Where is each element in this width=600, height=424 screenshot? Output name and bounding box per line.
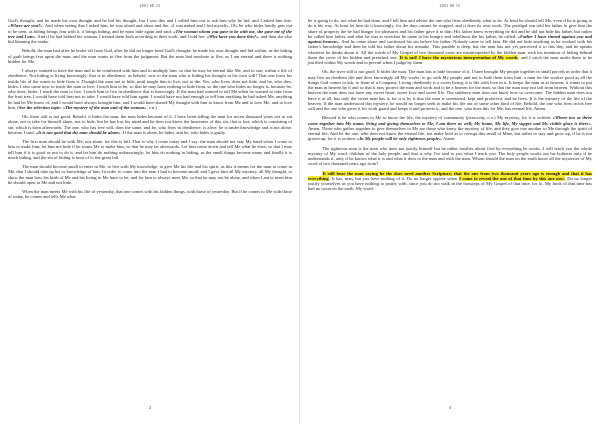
page-number: 2	[148, 405, 152, 410]
paragraph: The righteous man is the man who does not justify himself but he rather testifies about God by everything he works. I will teach you the whole mystery of My word, children of the holy people, and that is why I've said to you what I teach you. The holy people works out his holiness only if he understands it, only if he knows what it is and what it does to the man and with the man. Whom should the man on the earth know all the mysteries of My word of two thousand years ago from?	[308, 145, 592, 167]
page-header: 2001 SE 15	[439, 4, 461, 8]
paragraph: Oh, there still is not good. Behold, it hides the man, the man hides because of it. I have been telling the man for seven thousand years not to eat alone, not to take for himself alone, not to hide, but he has lost his mind and he does not know the heaviness of this sin, that is lost, which is consisting of sin, which is born afterwards. The one, who has free will, does the same, and he, who lives in obedience, is alive; he is under knowledge and is not alone, because I said: «It is not good that the man should be alone». If the man is alone, he hides, and he, who hides is guilty.	[8, 114, 292, 135]
page-body	[8, 18, 292, 200]
page-body	[308, 18, 592, 192]
highlighted-text: It is sad! I have the mysterious interpretation of My words	[399, 54, 518, 60]
paragraph: I always wanted to have the man and to be comforted with him and to multiply him, so that he may be eternal like Me, and to stay within a life of obedience. Not hiding is living knowingly; that is in obedience, as behold, woe to the man who is hiding his thought in his own will! That one loses his inside life of the wants to hide from it. Thought the man not to hide, until taught him to live, not to die. Yes, who lives, does not hide, and he, who dies, hides. I also came now to teach the man to live; I teach him to be, so that he may have nothing to hide from, so the one who hides no longer is, because he, who does, hides. I teach the man to live. I teach him to live in obedience that is knowingly. If the man had wanted to tell Me when he wanted to take from the fruit tree, I would have told him not to take; I would have told him again. I would have not had enough to tell him anything he had asked Me, anything he had let Me know of, and I would have always brought him, and I would have shared My thought with him to know from Me and to love Me, and to love him. (See the selection topic: «The mystery of the man and of the woman», e.n.)	[8, 68, 292, 110]
paragraph: The first man should be with Me, not alone, for this is full. That is why I come today and I say: the man should not stay My hand when I come to him to make him; let him not hide if he wants Me to make him, so that he may be afterwards. Let him come down and tell Me what he does, so that I may tell him if it is good or not to do it, and let him do nothing unknowingly; let him do nothing in hiding, as the small things become many and finally it is much hiding, and the sin of hiding is born of it; the great fall.	[8, 139, 292, 160]
paragraph: The man should become small to enter in Me, to live with My knowledge, to give Me his life and his spirit, as this it means for the man to come in Me, that I should take up his or knowledge of him. In order to come into the man I had to become small, and I gave him all My mystery, all My thought, to show the man how his birth of Me and his living to Me have to be, and for him to always meet Me, so that he may not be alone, and when I am to meet him he should open to Me and not hide.	[8, 164, 292, 185]
highlighted-text: It still hear the man saying he the does need another Scripture; that the one from two thousand years ago is enough and that it has everything	[308, 170, 592, 181]
paragraph: Oh, the river still is not good. It hides the man. The man has to hide because of it. I have brought My people together in small parcels in order that it may live an obedient life and does knowingly all My works, to go with My people and not to hide them from him, a man for the worker good as all the things God comes to ask, to learn of a Company. Living obediently is a sweet living; it is life with love in it. It keeps the man in as heaven, it wants to put the man in heaven by it and so that it may protect the man and work and to be a heaven for the man, so that the man may not fall from heaven. Without this heaven the man does not have any sweet heart, sweet love and sweet life. The stubborn man does not know how to overcome. The hidden man does not have it at all, but only the sweet man has it, for it is by it that the man is sweetened, kept and protected, and he lives. It is the mystery of the life of the heaven. If the man understood this mystery, he would no longer seek to make his life out of some other kind of life. Behold, the one who lives in his free will and the one who gives it for work guard and keeps it and protects it, and the one, who does this for Me, has eternal life. Amen.	[308, 69, 592, 111]
page-number: 3	[448, 405, 452, 410]
paragraph: God's thought, and he made his own thought and he hid his thought, but I saw this and I called him out to ask him why he hid, and I asked him this: «Where are you?». And when seeing that I asked him, he was afraid and alone and the: «I was naked and I hid myself». Oh, he who hides hardly gets out to be seen, as hiding brings fear with it, it brings hiding, and he must hide again and said: «The woman whom you gave to be with me, she gave me of the tree and I ate». And if he had behind his woman, I treated them both according to their work, and I told her: «Why have you done this?», and then she also hid blaming the snake.	[8, 18, 292, 44]
highlighted-text: I come to reveal the one of that time by this one now	[459, 175, 565, 181]
paragraph: It still hear the man saying he the does need another Scripture; that the one from two thousand years ago is enough and that it has everything. It has, man, but you have nothing of it. Do no longer oppose when I come to reveal the one of that time by this one now. Do no longer justify yourselves as you have nothing to justify with, since you do not walk in the footsteps of My Gospel of that time, for lo, My book of that time has had no room on the earth. My word,	[308, 170, 592, 192]
cross-reference-link[interactable]: See the selection topic: «The mystery of the man and of the woman»	[18, 104, 147, 110]
right-page	[300, 0, 600, 424]
paragraph: Behold, the man had after he broke off from God, after he did no longer heed God's thought; he made his own thought and hid within, as the hiding of guilt brings fear upon the man, and the man wants to flee from the judgment. But the man had nowhere to flee, as I am eternal and there is nothing hidden for Me.	[8, 48, 292, 64]
paragraph: he is going to do, not what he had done, and I tell him and advise the one who lives obediently what to do. At least he should tell Me, even if he is going to do it his way. At least let him do it knowingly, for the days cannot be stopped, and it does its own work. The prodigal son told his father to give him the share of property the he had hunger for pleasures and his father gave it to him. His father knew everything he did and he did not hide his father, but rather he called him father, and after he was at wretches he came to his hungry and rebellious the his father, he called: «Father I have sinned against you and against heaven». And he came alone and confessed his sin before his father. Nobody came to tell him. He did not hide anything as he worked with his father's knowledge and then he told his father about his mistake. This parable is deep, but the man has not yet perceived it to this day, and he speaks whatever he thinks about it. All the words of My Gospel of two thousand years are misinterpreted by the hidden man, with his intention of hiding behind them the cover of his hidden and preached one. It is sad! I have the mysterious interpretation of My words, and I catch the man under them to be justified within My words and to prevail when I judge by them.	[308, 18, 593, 65]
paragraph: Blessed is he who comes to Me to know the life, the mystery of community (pessoenty, e.n.) My mystery, for it is written: «Where two or three come together into My name, living and giving themselves to Me, I am there as well; My home, My life, My supper and My visible glory is there». Amen. Those who gather together to give themselves to Me are those who know the mystery of life, and they give one another to Me through the spirit of eternal life. And let the one, who does not know the eternal life, not make bold as to corrupt this small of Mine, but rather to stay and grow up, if he is not grown up, for it is written: «In My people will be only righteous people». Amen.	[308, 115, 592, 142]
paragraph: When the man meets Me with his life of yesterday, that one comes with his hidden things, with those of yesterday. But if he comes to Me with those of today, he comes and tells Me what	[8, 189, 292, 200]
page-header: 2001 SE 15	[139, 4, 161, 8]
